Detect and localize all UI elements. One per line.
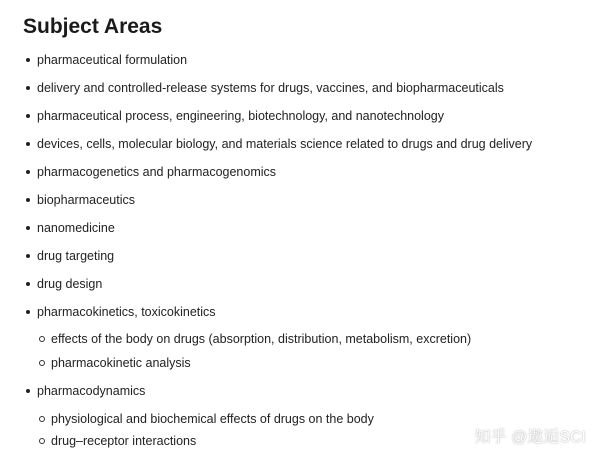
- list-item-text: pharmaceutical formulation: [37, 53, 188, 67]
- bullet-icon: [26, 282, 30, 286]
- circle-bullet-icon: [39, 360, 45, 366]
- bullet-icon: [26, 310, 30, 314]
- bullet-icon: [26, 58, 30, 62]
- list-item-text: delivery and controlled-release systems for drugs, vaccines, and biopharmaceuticals: [37, 81, 504, 95]
- circle-bullet-icon: [39, 438, 45, 444]
- watermark: 知乎 @遨逅SCI: [474, 429, 586, 446]
- bullet-icon: [26, 142, 30, 146]
- bullet-icon: [26, 170, 30, 174]
- sub-list-item-text: physiological and biochemical effects of drugs on the body: [51, 412, 374, 426]
- list-item-text: biopharmaceutics: [37, 193, 135, 207]
- bullet-icon: [26, 114, 30, 118]
- list-item-text: pharmacokinetics, toxicokinetics: [37, 305, 216, 319]
- list-item-text: drug design: [37, 277, 103, 291]
- circle-bullet-icon: [39, 416, 45, 422]
- bullet-icon: [26, 198, 30, 202]
- list-item-text: pharmacodynamics: [37, 384, 146, 398]
- bullet-icon: [26, 86, 30, 90]
- sub-list-item-text: effects of the body on drugs (absorption, distribution, metabolism, excretion): [51, 332, 472, 346]
- list-item-text: pharmacogenetics and pharmacogenomics: [37, 165, 277, 179]
- circle-bullet-icon: [39, 336, 45, 342]
- sub-list-item-text: drug–receptor interactions: [51, 434, 197, 448]
- list-item-text: drug targeting: [37, 249, 115, 263]
- bullet-icon: [26, 389, 30, 393]
- page-title: Subject Areas: [23, 15, 163, 38]
- list-item-text: devices, cells, molecular biology, and materials science related to drugs and drug delivery: [37, 137, 533, 151]
- bullet-icon: [26, 254, 30, 258]
- list-item-text: nanomedicine: [37, 221, 115, 235]
- bullet-icon: [26, 226, 30, 230]
- sub-list-item-text: pharmacokinetic analysis: [51, 356, 191, 370]
- list-item-text: pharmaceutical process, engineering, biotechnology, and nanotechnology: [37, 109, 444, 123]
